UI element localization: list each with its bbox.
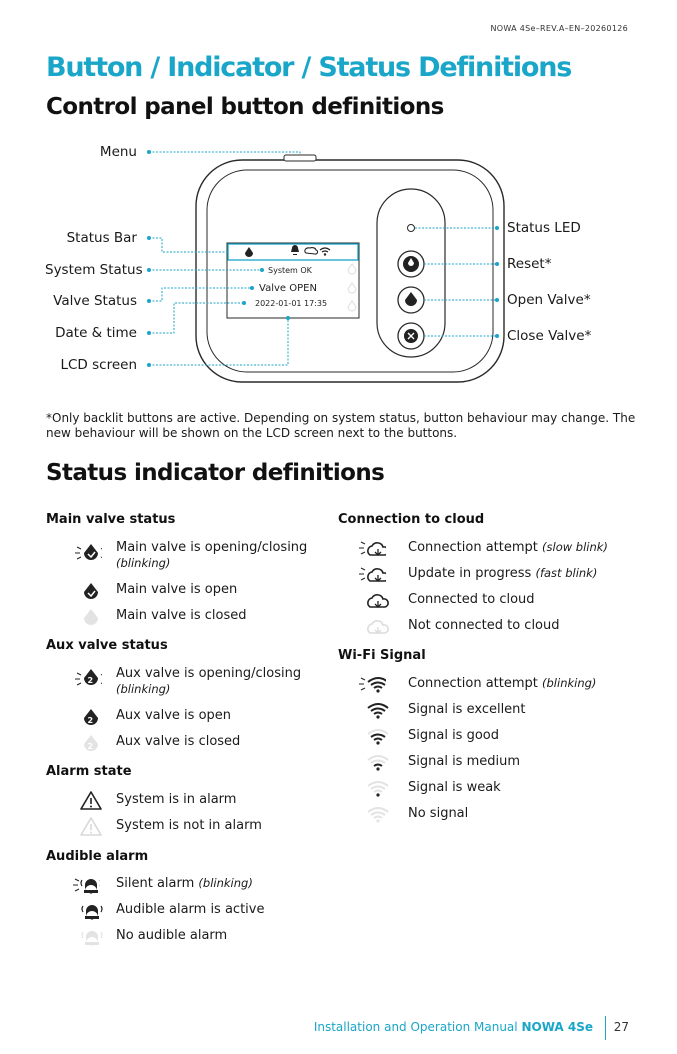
alarm-icon [79, 790, 107, 810]
aux-valve-open-icon [80, 708, 108, 728]
audible-alarm-icon [79, 900, 107, 920]
section-title-control-panel: Control panel button definitions [46, 94, 444, 120]
leader-dots-right [495, 226, 499, 338]
svg-text:2: 2 [87, 676, 94, 685]
section-title-status-indicators: Status indicator definitions [46, 460, 385, 486]
wifi-blinking-icon [358, 674, 386, 694]
main-valve-blinking-icon [74, 541, 102, 561]
main-valve-closed-icon [80, 608, 108, 628]
cloud-fast-blink-icon [358, 564, 386, 584]
footer-manual-title: Installation and Operation Manual NOWA 4Se [313, 1020, 593, 1034]
label-valve-status: Valve Status [53, 293, 137, 309]
label-status-bar: Status Bar [66, 230, 137, 246]
wifi-weak-icon [366, 778, 394, 798]
footer-divider [605, 1016, 606, 1040]
wifi-none-icon [366, 804, 394, 824]
backlit-note: *Only backlit buttons are active. Depending on system status, button behaviour may change. The new behaviour will be shown on the LCD screen next to the buttons. [46, 411, 636, 440]
lcd-valve-text: Valve OPEN [259, 283, 317, 294]
label-status-led: Status LED [507, 220, 581, 236]
label-close-valve: Close Valve* [507, 328, 592, 344]
label-lcd-screen: LCD screen [60, 357, 137, 373]
cloud-connected-icon [364, 590, 392, 610]
label-date-time: Date & time [55, 325, 137, 341]
svg-text:2: 2 [87, 716, 94, 725]
main-valve-title: Main valve status [46, 512, 176, 527]
menu-button [284, 155, 316, 161]
aux-valve-blinking-icon [74, 667, 102, 687]
leader-lines-right [415, 228, 497, 336]
wifi-title: Wi-Fi Signal [338, 648, 426, 663]
main-valve-open-icon [80, 582, 108, 602]
label-menu: Menu [99, 144, 137, 160]
aux-valve-closed-icon [80, 734, 108, 754]
aux-valve-title: Aux valve status [46, 638, 168, 653]
status-led [408, 225, 415, 232]
label-reset: Reset* [507, 256, 552, 272]
cloud-title: Connection to cloud [338, 512, 485, 527]
no-audible-alarm-icon [79, 926, 107, 946]
label-open-valve: Open Valve* [507, 292, 591, 308]
audible-alarm-title: Audible alarm [46, 849, 149, 864]
cloud-disconnected-icon [364, 616, 392, 636]
svg-text:2: 2 [87, 742, 94, 751]
alarm-state-title: Alarm state [46, 764, 132, 779]
wifi-medium-icon [366, 752, 394, 772]
cloud-slow-blink-icon [358, 538, 386, 558]
document-code: NOWA 4Se–REV.A–EN–20260126 [490, 24, 628, 33]
lcd-datetime-text: 2022-01-01 17:35 [255, 299, 328, 308]
page-title: Button / Indicator / Status Definitions [46, 52, 572, 83]
wifi-good-icon [366, 726, 394, 746]
wifi-excellent-icon [366, 700, 394, 720]
label-system-status: System Status [45, 262, 143, 278]
page-number: 27 [613, 1020, 629, 1034]
no-alarm-icon [79, 816, 107, 836]
lcd-system-text: System OK [268, 266, 312, 275]
silent-alarm-blinking-icon [72, 874, 100, 894]
